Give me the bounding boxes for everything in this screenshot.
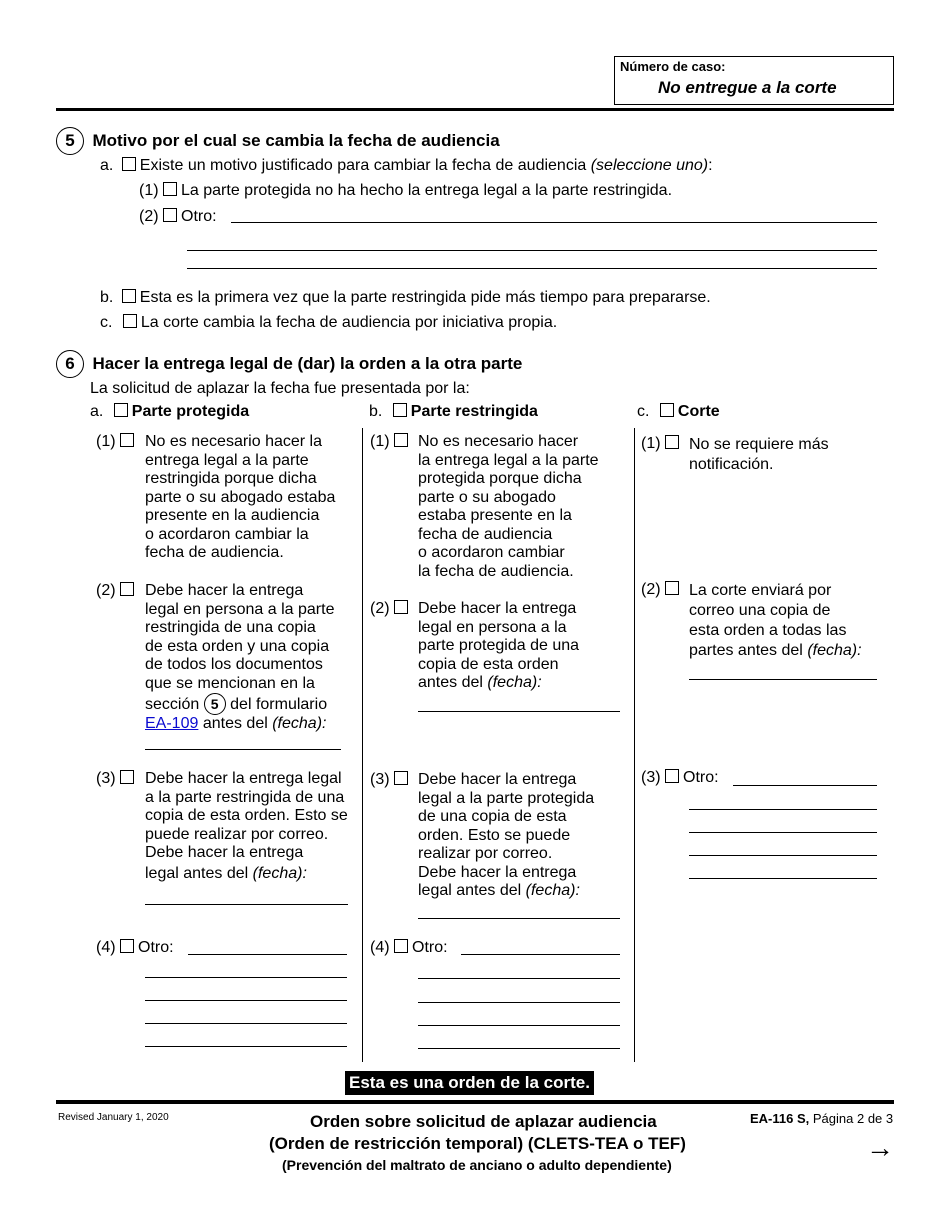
col-a-label: Parte protegida [131,403,250,420]
text-line: de una copia de esta [418,808,567,825]
col-a-other-line-5[interactable] [145,1046,347,1047]
col-a-header [90,403,249,421]
col-a-other-line-1[interactable] [188,954,347,955]
footer-title-1: Orden sobre solicitud de aplazar audiencia [310,1112,657,1131]
footer-rule [56,1100,894,1104]
item-5a-hint: (seleccione uno) [590,157,709,174]
col-b-item-4 [370,939,448,957]
col-b-item-1-number: (1) [370,433,390,450]
text-span: (fecha): [252,864,307,882]
col-c-item-1 [641,435,683,453]
text-line: Debe hacer la entrega [418,771,577,788]
checkbox-6a3[interactable] [120,770,134,784]
col-b-item-3-date-line[interactable] [418,918,620,919]
text-line: Debe hacer la entrega [418,600,577,617]
col-b-item-4-text: Otro: [412,939,448,956]
text-line: que se mencionan en la [145,674,315,692]
text-span: legal antes del [145,864,249,882]
text-line: fecha de audiencia. [145,544,284,561]
text-line [145,715,334,734]
checkbox-5a2[interactable] [163,208,177,222]
checkbox-6a[interactable] [114,403,128,417]
text-line [145,865,348,884]
col-b-item-4-number: (4) [370,939,390,956]
col-b-item-2-text [418,600,579,693]
text-span: (fecha): [807,642,862,659]
checkbox-6b4[interactable] [394,939,408,953]
section-6-intro: La solicitud de aplazar la fecha fue presentada por la: [90,380,470,397]
footer-title-3: (Prevención del maltrato de anciano o adulto dependiente) [282,1157,672,1173]
case-number-value: No entregue a la corte [658,78,837,97]
text-line [689,641,862,661]
checkbox-6c2[interactable] [665,581,679,595]
text-line: restringida porque dicha [145,470,317,487]
text-line: parte o su abogado estaba [145,488,336,506]
col-b-item-2 [370,600,412,618]
text-line: o acordaron cambiar [418,544,565,561]
checkbox-6b2[interactable] [394,600,408,614]
text-line: fecha de audiencia [418,525,553,543]
col-c-header [637,403,720,421]
col-c-label: Corte [677,403,720,420]
col-a-item-4 [96,939,174,957]
text-line: La corte enviará por [689,582,832,599]
text-line: No es necesario hacer la [145,433,322,450]
col-a-item-1-text [145,433,335,563]
col-c-item-3-number: (3) [641,769,661,786]
item-5c-text: La corte cambia la fecha de audiencia por iniciativa propia. [140,314,558,331]
item-5a1 [139,182,672,200]
section-6-number: 6 [56,350,84,378]
section-5-title: Motivo por el cual se cambia la fecha de audiencia [92,131,500,150]
col-c-marker: c. [637,403,650,420]
col-a-item-2 [96,582,138,600]
col-c-item-2-number: (2) [641,581,661,598]
col-b-item-2-number: (2) [370,600,390,617]
form-id: EA-116 S, [750,1111,810,1126]
text-span: (fecha): [272,715,327,732]
other-5a2-line-1[interactable] [231,222,877,223]
checkbox-6a2[interactable] [120,582,134,596]
header-rule [56,108,894,111]
text-line: de esta orden y una copia [145,637,330,655]
col-a-item-3-number: (3) [96,770,116,787]
col-b-item-3-number: (3) [370,771,390,788]
item-5b [100,289,711,307]
col-a-item-3-date-line[interactable] [145,904,348,905]
checkbox-6a1[interactable] [120,433,134,447]
col-c-item-2 [641,581,683,599]
col-a-item-1 [96,433,138,451]
col-b-other-line-4[interactable] [418,1025,620,1026]
col-b-marker: b. [369,403,383,420]
text-line: legal en persona a la parte [145,600,335,618]
item-5a-marker: a. [100,157,114,174]
col-c-item-3-text: Otro: [683,769,719,786]
col-b-header [369,403,538,421]
text-line [418,882,594,901]
text-line: Debe hacer la entrega legal [145,770,342,787]
text-line: estaba presente en la [418,507,572,524]
checkbox-5b[interactable] [122,289,136,303]
text-line: restringida de una copia [145,619,316,636]
text-line: Debe hacer la entrega [418,863,577,881]
col-b-item-1 [370,433,412,451]
text-line: parte protegida de una [418,637,580,654]
page-label: Página 2 de 3 [812,1111,894,1126]
col-a-other-line-2[interactable] [145,977,347,978]
item-5c-marker: c. [100,314,113,331]
col-a-item-2-date-line[interactable] [145,749,341,750]
col-c-other-line-1[interactable] [733,785,877,786]
text-span: partes antes del [689,642,803,659]
col-a-item-1-number: (1) [96,433,116,450]
col-b-other-line-5[interactable] [418,1048,620,1049]
col-c-item-3 [641,769,719,787]
col-c-other-line-4[interactable] [689,855,877,856]
col-c-item-2-date-line[interactable] [689,679,877,680]
item-5a [100,157,713,175]
text-line: o acordaron cambiar la [145,525,309,543]
checkbox-6b3[interactable] [394,771,408,785]
col-c-item-2-text [689,581,862,661]
text-line: copia de esta orden [418,655,559,673]
text-line: puede realizar por correo. [145,825,329,843]
col-c-other-line-3[interactable] [689,832,877,833]
col-a-other-line-3[interactable] [145,1000,347,1001]
col-b-item-2-date-line[interactable] [418,711,620,712]
item-5b-marker: b. [100,289,114,306]
text-line [418,674,579,693]
text-line: Debe hacer la entrega [145,582,304,599]
col-b-item-1-text [418,433,599,581]
section-5-header [56,127,500,155]
item-5a1-text: La parte protegida no ha hecho la entrega legal a la parte restringida. [181,182,673,199]
item-5a-colon: : [708,157,713,174]
text-span: (fecha): [487,674,542,691]
text-line: Debe hacer la entrega [145,844,304,861]
col-c-item-1-text [689,435,829,475]
col-a-marker: a. [90,403,104,420]
section-5-reference: 5 [204,693,226,715]
checkbox-6c3[interactable] [665,769,679,783]
text-line: la entrega legal a la parte [418,451,599,469]
section-5-number: 5 [56,127,84,155]
page-number [750,1112,893,1127]
text-line: realizar por correo. [418,845,553,862]
next-page-arrow-icon[interactable]: → [866,1132,894,1163]
text-line: orden. Esto se puede [418,826,571,844]
item-5c [100,314,557,332]
column-divider-2 [634,428,635,1062]
other-5a2-line-2[interactable] [187,250,877,251]
text-line: legal a la parte protegida [418,789,595,807]
col-a-item-2-number: (2) [96,582,116,599]
item-5a2 [139,208,217,226]
item-5a2-number: (2) [139,208,159,225]
text-line: legal en persona a la [418,618,567,636]
checkbox-5a[interactable] [122,157,136,171]
column-divider-1 [362,428,363,1062]
text-line: copia de esta orden. Esto se [145,807,348,824]
col-b-item-3-text [418,771,594,901]
col-a-item-3 [96,770,138,788]
other-5a2-line-3[interactable] [187,268,877,269]
text-line: parte o su abogado [418,488,556,506]
ea-109-link[interactable]: EA-109 [145,715,199,732]
checkbox-6b[interactable] [393,403,407,417]
checkbox-5a1[interactable] [163,182,177,196]
checkbox-6b1[interactable] [394,433,408,447]
footer-title-2: (Orden de restricción temporal) (CLETS-TEA o TEF) [269,1134,686,1153]
checkbox-5c[interactable] [123,314,137,328]
section-6-title: Hacer la entrega legal de (dar) la orden a la otra parte [92,354,523,373]
text-line: presente en la audiencia [145,507,320,524]
item-5a-text: Existe un motivo justificado para cambiar la fecha de audiencia [139,157,587,174]
court-order-banner: Esta es una orden de la corte. [345,1071,594,1095]
text-line: correo una copia de [689,602,831,619]
text-line: esta orden a todas las [689,622,847,639]
revised-date: Revised January 1, 2020 [58,1112,169,1123]
item-5a1-number: (1) [139,182,159,199]
checkbox-6c[interactable] [660,403,674,417]
col-a-item-4-number: (4) [96,939,116,956]
col-c-item-1-number: (1) [641,435,661,452]
col-a-item-4-text: Otro: [138,939,174,956]
col-b-item-3 [370,771,412,789]
case-number-label: Número de caso: [620,59,726,74]
col-c-other-line-2[interactable] [689,809,877,810]
col-a-item-2-text [145,582,334,734]
item-5b-text: Esta es la primera vez que la parte restringida pide más tiempo para prepararse. [139,289,711,306]
col-a-item-3-text [145,770,348,883]
text-line: protegida porque dicha [418,470,582,487]
text-line [145,693,334,715]
col-a-other-line-4[interactable] [145,1023,347,1024]
text-span: del formulario [230,696,328,713]
text-line: la fecha de audiencia. [418,562,574,580]
text-line: entrega legal a la parte [145,451,309,469]
text-line: No es necesario hacer [418,433,579,450]
text-line: notificación. [689,456,774,473]
col-b-other-line-1[interactable] [461,954,620,955]
col-b-other-line-2[interactable] [418,978,620,979]
item-5a2-text: Otro: [181,208,217,225]
text-span: sección [145,696,200,713]
text-line: No se requiere más [689,436,829,453]
col-c-other-line-5[interactable] [689,878,877,879]
text-span: antes del [418,674,483,691]
text-line: a la parte restringida de una [145,788,345,806]
section-6-header [56,350,522,378]
checkbox-6a4[interactable] [120,939,134,953]
text-span: (fecha): [525,882,580,899]
col-b-other-line-3[interactable] [418,1002,620,1003]
text-span: antes del [202,715,268,732]
col-b-label: Parte restringida [410,403,538,420]
checkbox-6c1[interactable] [665,435,679,449]
text-span: legal antes del [418,882,522,899]
text-line: de todos los documentos [145,656,323,673]
